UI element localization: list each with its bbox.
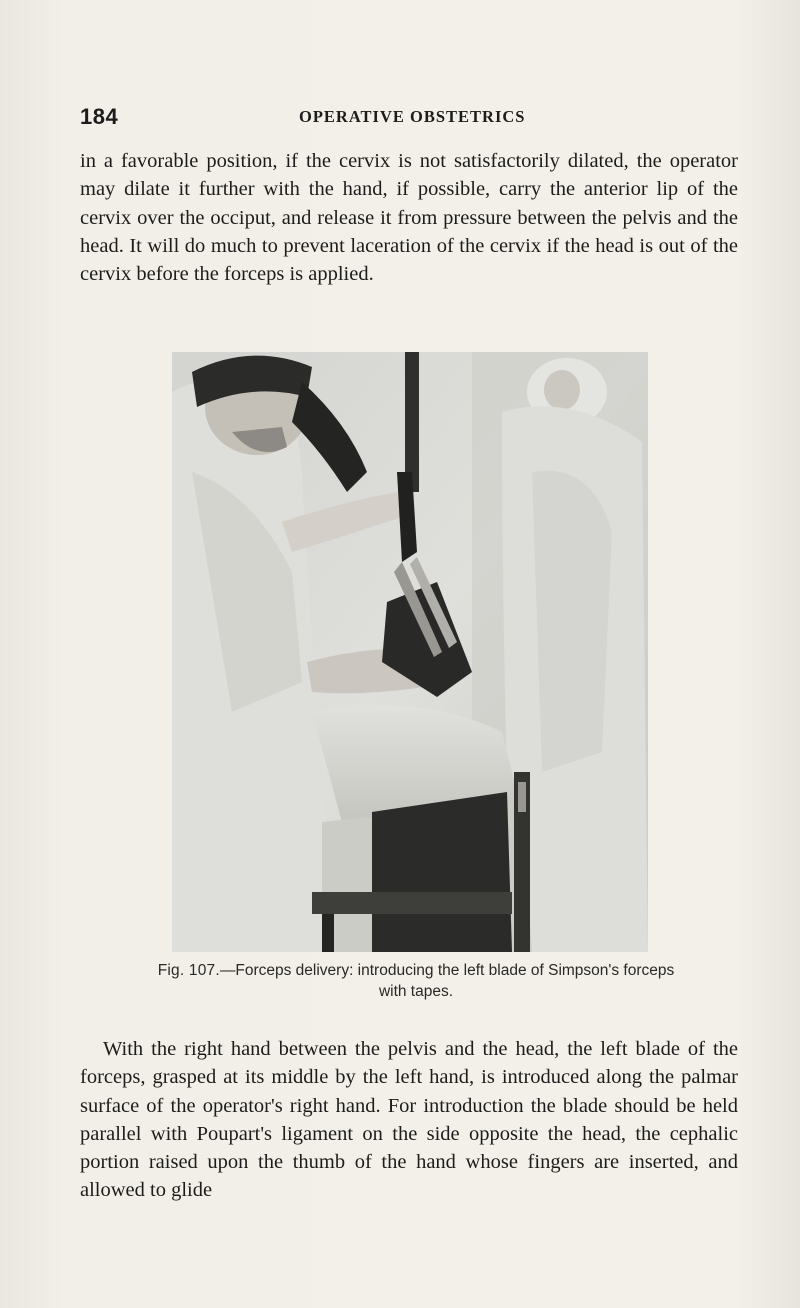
page-number: 184 [80, 104, 119, 129]
figure-caption-line-2: with tapes. [378, 983, 454, 1000]
paragraph-bottom: With the right hand between the pelvis and the head, the left blade of the forceps, grasped at its middle by the left hand, is introduced along the palmar surface of the operator's right hand. For introduction the blade should be held parallel with Poupart's ligament on the side opposite the head, the cephalic portion raised upon the thumb of the hand whose fingers are inserted, and allowed to glide [80, 1038, 738, 1202]
figure-photograph [172, 352, 648, 952]
running-head [80, 104, 735, 134]
paragraph-top: in a favorable position, if the cervix is not satisfactorily dilated, the operator may dilate it further with the hand, if possible, carry the anterior lip of the cervix over the occiput, and release it from pressure between the pelvis and the head. It will do much to prevent laceration of the cervix if the head is out of the cervix before the forceps is applied. [80, 150, 738, 286]
figure-caption-line-1: Forceps delivery: introducing the left blade of Simpson's forceps [235, 962, 675, 979]
running-title: OPERATIVE OBSTETRICS [299, 107, 526, 126]
figure-caption: Fig. 107.—Forceps delivery: introducing the left blade of Simpson's forceps with tapes. [157, 962, 675, 1000]
figure-label: Fig. 107. [157, 962, 220, 979]
forceps-delivery-photo [172, 352, 648, 952]
